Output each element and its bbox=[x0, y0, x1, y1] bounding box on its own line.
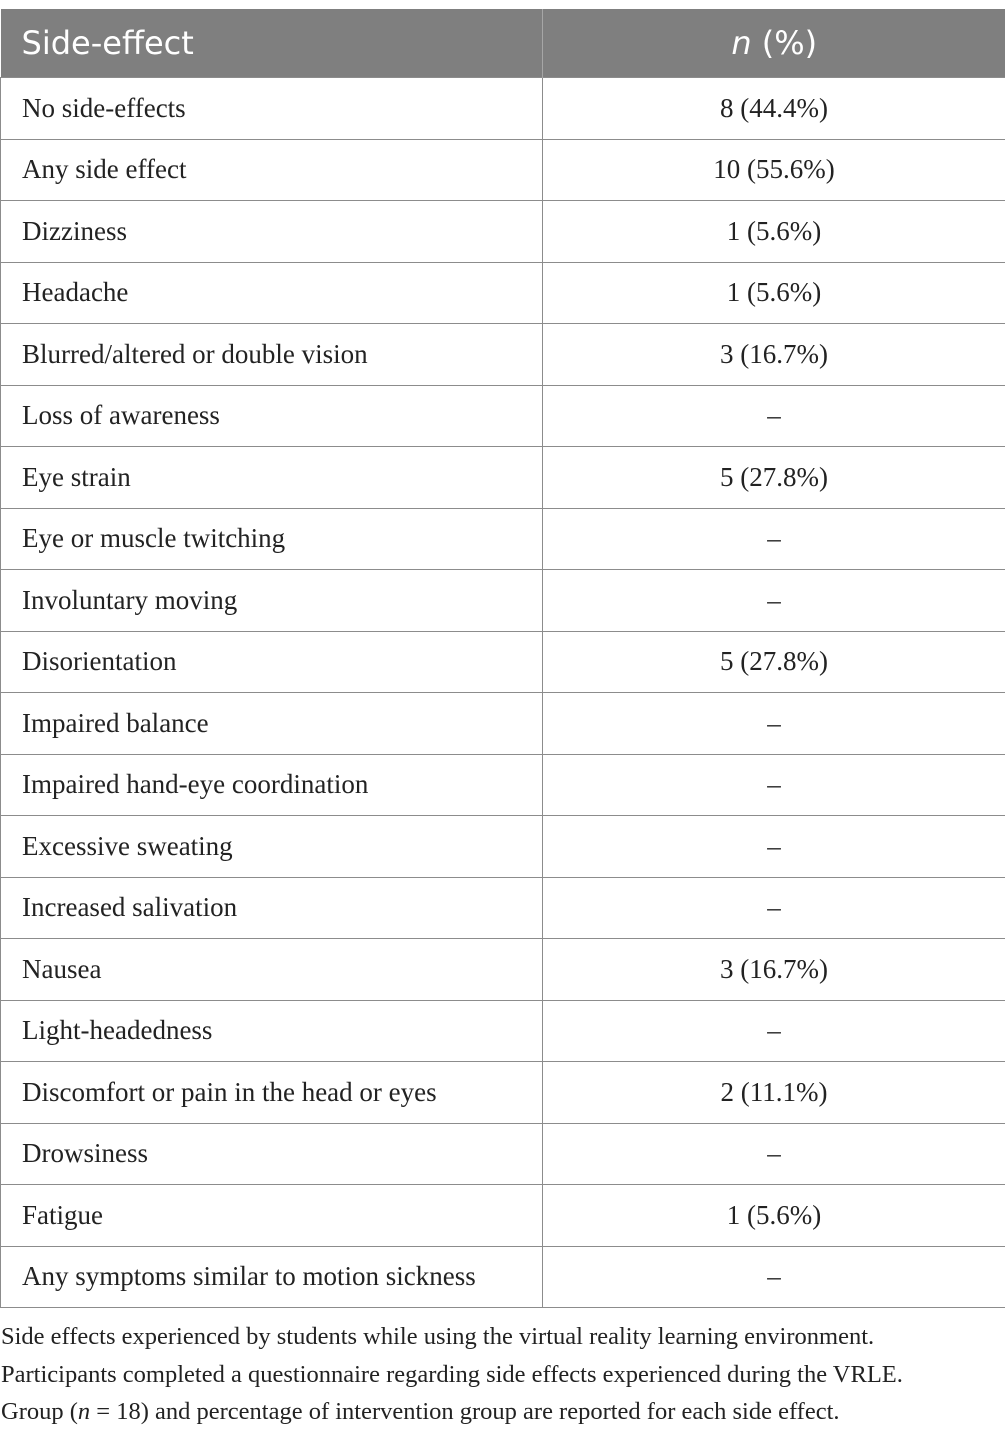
side-effect-name-cell: Any side effect bbox=[1, 139, 543, 201]
caption-line-1: Side effects experienced by students while using the virtual reality learning environment. bbox=[1, 1323, 875, 1350]
caption-line-3 bbox=[1, 1393, 1001, 1431]
table-body bbox=[1, 78, 1005, 1308]
column-header-side-effect: Side-effect bbox=[1, 9, 543, 78]
side-effect-name-cell: Drowsiness bbox=[1, 1123, 543, 1185]
side-effect-name-cell: Increased salivation bbox=[1, 877, 543, 939]
side-effect-name-cell: Excessive sweating bbox=[1, 816, 543, 878]
side-effect-count-cell: 1 (5.6%) bbox=[543, 201, 1005, 263]
table-row bbox=[1, 1123, 1005, 1185]
table-row bbox=[1, 631, 1005, 693]
side-effect-count-cell: – bbox=[543, 385, 1005, 447]
side-effect-name-cell: No side-effects bbox=[1, 78, 543, 140]
table-row bbox=[1, 939, 1005, 1001]
table-row bbox=[1, 447, 1005, 509]
side-effect-count-cell: 5 (27.8%) bbox=[543, 447, 1005, 509]
table-row bbox=[1, 385, 1005, 447]
side-effect-name-cell: Nausea bbox=[1, 939, 543, 1001]
side-effect-count-cell: – bbox=[543, 1246, 1005, 1308]
side-effect-count-cell: 1 (5.6%) bbox=[543, 262, 1005, 324]
side-effect-name-cell: Discomfort or pain in the head or eyes bbox=[1, 1062, 543, 1124]
side-effect-name-cell: Loss of awareness bbox=[1, 385, 543, 447]
side-effect-name-cell: Involuntary moving bbox=[1, 570, 543, 632]
table-row bbox=[1, 1246, 1005, 1308]
side-effect-count-cell: 8 (44.4%) bbox=[543, 78, 1005, 140]
table-caption bbox=[1, 1318, 1001, 1431]
table-header-row bbox=[1, 9, 1005, 78]
side-effect-count-cell: – bbox=[543, 1123, 1005, 1185]
side-effect-count-cell: – bbox=[543, 570, 1005, 632]
table-row bbox=[1, 201, 1005, 263]
table-row bbox=[1, 78, 1005, 140]
side-effect-count-cell: 2 (11.1%) bbox=[543, 1062, 1005, 1124]
caption-n-symbol: n bbox=[77, 1398, 91, 1425]
side-effect-count-cell: – bbox=[543, 754, 1005, 816]
side-effect-name-cell: Headache bbox=[1, 262, 543, 324]
column-header-percent: (%) bbox=[751, 24, 818, 62]
table-row bbox=[1, 816, 1005, 878]
caption-line-3-end: = 18) and percentage of intervention group are reported for each side effect. bbox=[90, 1398, 840, 1425]
table-row bbox=[1, 1000, 1005, 1062]
table-row bbox=[1, 508, 1005, 570]
side-effect-name-cell: Any symptoms similar to motion sickness bbox=[1, 1246, 543, 1308]
side-effect-count-cell: 1 (5.6%) bbox=[543, 1185, 1005, 1247]
side-effect-count-cell: 5 (27.8%) bbox=[543, 631, 1005, 693]
caption-line-3-start: Group ( bbox=[1, 1398, 78, 1425]
column-header-n: n bbox=[731, 24, 752, 62]
side-effect-name-cell: Impaired balance bbox=[1, 693, 543, 755]
side-effect-count-cell: – bbox=[543, 1000, 1005, 1062]
side-effect-name-cell: Disorientation bbox=[1, 631, 543, 693]
table-row bbox=[1, 139, 1005, 201]
side-effect-name-cell: Impaired hand-eye coordination bbox=[1, 754, 543, 816]
table-row bbox=[1, 754, 1005, 816]
side-effect-count-cell: – bbox=[543, 877, 1005, 939]
table-row bbox=[1, 324, 1005, 386]
column-header-n-percent bbox=[543, 9, 1005, 78]
side-effect-name-cell: Eye or muscle twitching bbox=[1, 508, 543, 570]
side-effect-name-cell: Fatigue bbox=[1, 1185, 543, 1247]
side-effect-count-cell: – bbox=[543, 816, 1005, 878]
side-effects-table-container bbox=[0, 9, 1005, 1308]
table-row bbox=[1, 1062, 1005, 1124]
side-effect-name-cell: Blurred/altered or double vision bbox=[1, 324, 543, 386]
side-effects-table bbox=[0, 9, 1005, 1308]
side-effect-name-cell: Light-headedness bbox=[1, 1000, 543, 1062]
side-effect-count-cell: 10 (55.6%) bbox=[543, 139, 1005, 201]
table-row bbox=[1, 1185, 1005, 1247]
caption-line-2: Participants completed a questionnaire regarding side effects experienced during the VRLE. bbox=[1, 1360, 903, 1388]
table-row bbox=[1, 262, 1005, 324]
side-effect-count-cell: 3 (16.7%) bbox=[543, 324, 1005, 386]
table-row bbox=[1, 693, 1005, 755]
table-row bbox=[1, 877, 1005, 939]
table-row bbox=[1, 570, 1005, 632]
side-effect-count-cell: 3 (16.7%) bbox=[543, 939, 1005, 1001]
side-effect-count-cell: – bbox=[543, 693, 1005, 755]
side-effect-count-cell: – bbox=[543, 508, 1005, 570]
side-effect-name-cell: Eye strain bbox=[1, 447, 543, 509]
side-effect-name-cell: Dizziness bbox=[1, 201, 543, 263]
